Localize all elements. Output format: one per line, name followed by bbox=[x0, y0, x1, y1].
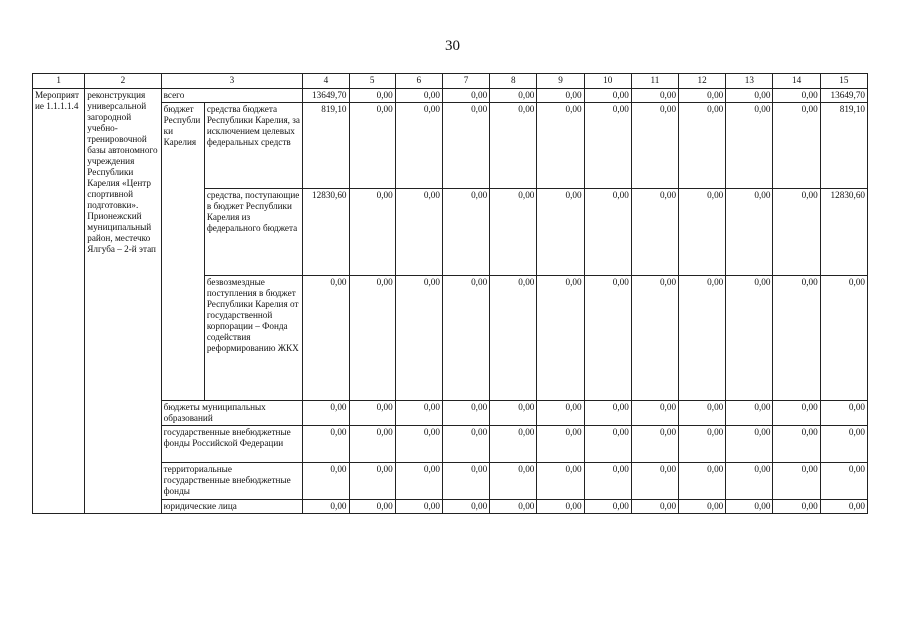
row-label: средства бюджета Республики Карелия, за исключением целевых федеральных средств bbox=[204, 103, 302, 189]
value-cell: 0,00 bbox=[584, 401, 631, 426]
value-cell: 0,00 bbox=[679, 426, 726, 463]
value-cell: 819,10 bbox=[820, 103, 867, 189]
value-cell: 0,00 bbox=[820, 426, 867, 463]
value-cell: 0,00 bbox=[584, 189, 631, 276]
value-cell: 0,00 bbox=[303, 401, 349, 426]
value-cell: 0,00 bbox=[395, 401, 442, 426]
value-cell: 0,00 bbox=[349, 463, 395, 500]
value-cell: 0,00 bbox=[537, 463, 584, 500]
value-cell: 0,00 bbox=[726, 103, 773, 189]
value-cell: 0,00 bbox=[773, 89, 820, 103]
value-cell: 0,00 bbox=[349, 500, 395, 514]
value-cell: 0,00 bbox=[303, 500, 349, 514]
value-cell: 0,00 bbox=[490, 426, 537, 463]
value-cell: 0,00 bbox=[631, 276, 678, 401]
row-label: безвозмездные поступления в бюджет Республики Карелия от государственной корпорации – Фонда содействия реформированию ЖКХ bbox=[204, 276, 302, 401]
value-cell: 0,00 bbox=[395, 103, 442, 189]
header-cell: 5 bbox=[349, 74, 395, 89]
value-cell: 0,00 bbox=[442, 103, 489, 189]
value-cell: 0,00 bbox=[820, 401, 867, 426]
row-label: средства, поступающие в бюджет Республики Карелия из федерального бюджета bbox=[204, 189, 302, 276]
value-cell: 0,00 bbox=[395, 189, 442, 276]
value-cell: 12830,60 bbox=[303, 189, 349, 276]
header-row bbox=[33, 74, 868, 89]
value-cell: 0,00 bbox=[726, 401, 773, 426]
value-cell: 0,00 bbox=[631, 89, 678, 103]
value-cell: 0,00 bbox=[490, 276, 537, 401]
value-cell: 12830,60 bbox=[820, 189, 867, 276]
value-cell: 0,00 bbox=[584, 426, 631, 463]
header-cell: 4 bbox=[303, 74, 349, 89]
table-row bbox=[33, 89, 868, 103]
row-label: государственные внебюджетные фонды Российской Федерации bbox=[161, 426, 303, 463]
value-cell: 0,00 bbox=[537, 426, 584, 463]
value-cell: 0,00 bbox=[349, 426, 395, 463]
value-cell: 0,00 bbox=[349, 401, 395, 426]
value-cell: 0,00 bbox=[726, 189, 773, 276]
value-cell: 0,00 bbox=[490, 189, 537, 276]
value-cell: 0,00 bbox=[679, 463, 726, 500]
value-cell: 0,00 bbox=[726, 89, 773, 103]
value-cell: 0,00 bbox=[631, 103, 678, 189]
value-cell: 0,00 bbox=[820, 463, 867, 500]
value-cell: 0,00 bbox=[395, 426, 442, 463]
value-cell: 0,00 bbox=[584, 276, 631, 401]
value-cell: 0,00 bbox=[442, 500, 489, 514]
value-cell: 0,00 bbox=[442, 189, 489, 276]
value-cell: 0,00 bbox=[395, 463, 442, 500]
value-cell: 0,00 bbox=[349, 103, 395, 189]
header-cell: 14 bbox=[773, 74, 820, 89]
value-cell: 0,00 bbox=[773, 500, 820, 514]
value-cell: 0,00 bbox=[442, 463, 489, 500]
value-cell: 0,00 bbox=[303, 276, 349, 401]
value-cell: 0,00 bbox=[303, 426, 349, 463]
value-cell: 0,00 bbox=[490, 89, 537, 103]
value-cell: 0,00 bbox=[442, 426, 489, 463]
value-cell: 0,00 bbox=[679, 500, 726, 514]
row-label: всего bbox=[161, 89, 303, 103]
value-cell: 0,00 bbox=[820, 276, 867, 401]
value-cell: 0,00 bbox=[726, 276, 773, 401]
value-cell: 0,00 bbox=[679, 276, 726, 401]
value-cell: 0,00 bbox=[584, 463, 631, 500]
value-cell: 0,00 bbox=[537, 189, 584, 276]
value-cell: 0,00 bbox=[773, 276, 820, 401]
value-cell: 0,00 bbox=[490, 103, 537, 189]
page-number: 30 bbox=[445, 38, 460, 54]
value-cell: 0,00 bbox=[395, 276, 442, 401]
value-cell: 0,00 bbox=[442, 401, 489, 426]
header-cell: 10 bbox=[584, 74, 631, 89]
value-cell: 0,00 bbox=[584, 103, 631, 189]
value-cell: 819,10 bbox=[303, 103, 349, 189]
value-cell: 0,00 bbox=[490, 401, 537, 426]
value-cell: 0,00 bbox=[773, 103, 820, 189]
value-cell: 0,00 bbox=[395, 500, 442, 514]
value-cell: 0,00 bbox=[820, 500, 867, 514]
header-cell: 6 bbox=[395, 74, 442, 89]
header-cell: 9 bbox=[537, 74, 584, 89]
header-cell: 12 bbox=[679, 74, 726, 89]
finance-table bbox=[32, 73, 868, 514]
value-cell: 13649,70 bbox=[303, 89, 349, 103]
row-label: территориальные государственные внебюджетные фонды bbox=[161, 463, 303, 500]
row-label: юридические лица bbox=[161, 500, 303, 514]
value-cell: 0,00 bbox=[773, 463, 820, 500]
value-cell: 0,00 bbox=[631, 401, 678, 426]
value-cell: 0,00 bbox=[679, 103, 726, 189]
value-cell: 0,00 bbox=[490, 500, 537, 514]
value-cell: 0,00 bbox=[631, 463, 678, 500]
value-cell: 0,00 bbox=[679, 89, 726, 103]
value-cell: 13649,70 bbox=[820, 89, 867, 103]
value-cell: 0,00 bbox=[537, 401, 584, 426]
value-cell: 0,00 bbox=[679, 189, 726, 276]
activity-cell: Мероприятие 1.1.1.1.4 bbox=[33, 89, 85, 514]
value-cell: 0,00 bbox=[537, 500, 584, 514]
value-cell: 0,00 bbox=[442, 276, 489, 401]
value-cell: 0,00 bbox=[631, 500, 678, 514]
value-cell: 0,00 bbox=[537, 103, 584, 189]
header-cell: 8 bbox=[490, 74, 537, 89]
value-cell: 0,00 bbox=[773, 426, 820, 463]
header-cell: 1 bbox=[33, 74, 85, 89]
value-cell: 0,00 bbox=[537, 276, 584, 401]
value-cell: 0,00 bbox=[490, 463, 537, 500]
value-cell: 0,00 bbox=[584, 500, 631, 514]
row-label: бюджеты муниципальных образований bbox=[161, 401, 303, 426]
value-cell: 0,00 bbox=[349, 89, 395, 103]
value-cell: 0,00 bbox=[631, 189, 678, 276]
value-cell: 0,00 bbox=[773, 401, 820, 426]
header-cell: 2 bbox=[85, 74, 161, 89]
value-cell: 0,00 bbox=[349, 189, 395, 276]
header-cell: 15 bbox=[820, 74, 867, 89]
value-cell: 0,00 bbox=[584, 89, 631, 103]
header-cell: 11 bbox=[631, 74, 678, 89]
value-cell: 0,00 bbox=[537, 89, 584, 103]
value-cell: 0,00 bbox=[631, 426, 678, 463]
value-cell: 0,00 bbox=[303, 463, 349, 500]
description-cell: реконструкция универсальной загородной учебно-тренировочной базы автономного учреждения Республики Карелия «Центр спортивной подготовки». Прионежский муниципальный район, местечко Ялгуба – 2-й этап bbox=[85, 89, 161, 514]
header-cell: 3 bbox=[161, 74, 303, 89]
header-cell: 7 bbox=[442, 74, 489, 89]
republic-budget-label: бюджет Республики Карелия bbox=[161, 103, 204, 401]
value-cell: 0,00 bbox=[442, 89, 489, 103]
value-cell: 0,00 bbox=[726, 500, 773, 514]
value-cell: 0,00 bbox=[726, 426, 773, 463]
value-cell: 0,00 bbox=[349, 276, 395, 401]
header-cell: 13 bbox=[726, 74, 773, 89]
value-cell: 0,00 bbox=[773, 189, 820, 276]
value-cell: 0,00 bbox=[679, 401, 726, 426]
value-cell: 0,00 bbox=[395, 89, 442, 103]
value-cell: 0,00 bbox=[726, 463, 773, 500]
